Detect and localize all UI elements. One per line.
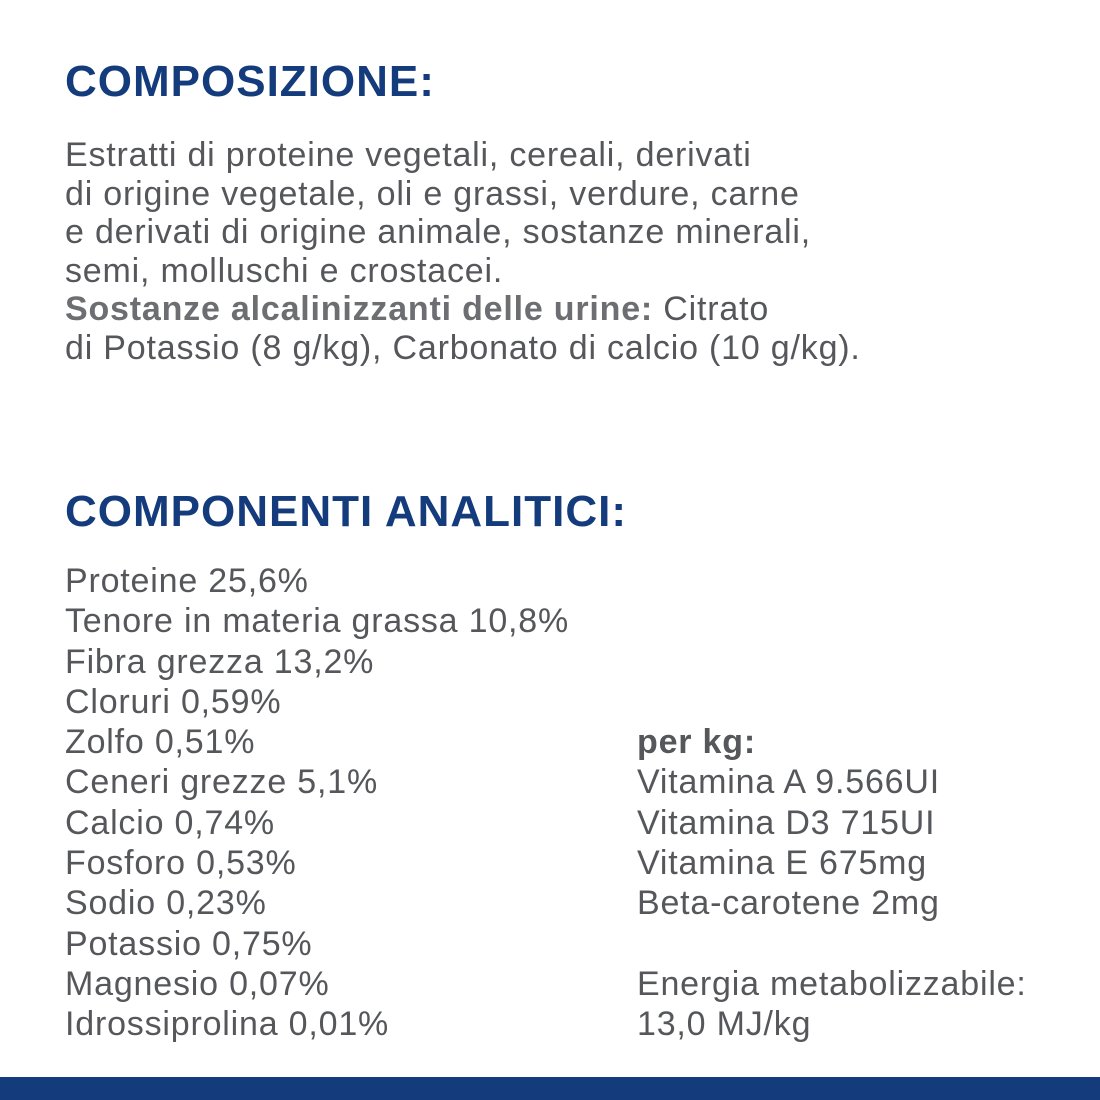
urine-substances-label: Sostanze alcalinizzanti delle urine: [65,290,654,328]
list-item: Calcio 0,74% [65,803,275,842]
analytical-components-heading: COMPONENTI ANALITICI: [65,487,627,536]
vitamin-item: Vitamina E 675mg [637,843,927,882]
list-item: Ceneri grezze 5,1% [65,763,378,802]
composition-line: di origine vegetale, oli e grassi, verdure, carne [65,174,800,213]
composition-line: Estratti di proteine vegetali, cereali, derivati [65,136,752,174]
vitamin-item: Vitamina A 9.566UI [637,763,940,802]
urine-substances-line [65,290,1075,329]
list-item: Idrossiprolina 0,01% [65,1005,390,1044]
list-item: Magnesio 0,07% [65,964,330,1003]
list-item: Fosforo 0,53% [65,844,297,883]
metabolizable-energy-label: Energia metabolizzabile: [637,964,1027,1003]
list-item: Cloruri 0,59% [65,682,282,721]
spacer-line [637,923,1087,963]
metabolizable-energy-value: 13,0 MJ/kg [637,1005,812,1044]
bottom-section-divider [0,1077,1100,1100]
vitamin-item: Vitamina D3 715UI [637,803,936,842]
composition-paragraph [65,136,1075,367]
urine-substances-value: Citrato [653,290,770,328]
list-item: Fibra grezza 13,2% [65,642,375,681]
per-kg-column [637,722,1087,1044]
list-item: Zolfo 0,51% [65,723,256,762]
composition-heading: COMPOSIZIONE: [65,57,435,106]
list-item: Proteine 25,6% [65,562,309,600]
list-item: Tenore in materia grassa 10,8% [65,602,570,641]
composition-line: e derivati di origine animale, sostanze minerali, [65,213,811,251]
per-kg-label: per kg: [637,723,756,761]
list-item: Sodio 0,23% [65,884,267,923]
urine-substances-line-2: di Potassio (8 g/kg), Carbonato di calcio (10 g/kg). [65,328,861,367]
vitamin-item: Beta-carotene 2mg [637,884,940,923]
analytical-components-list [65,561,625,1045]
composition-line: semi, molluschi e crostacei. [65,251,504,290]
list-item: Potassio 0,75% [65,924,313,963]
